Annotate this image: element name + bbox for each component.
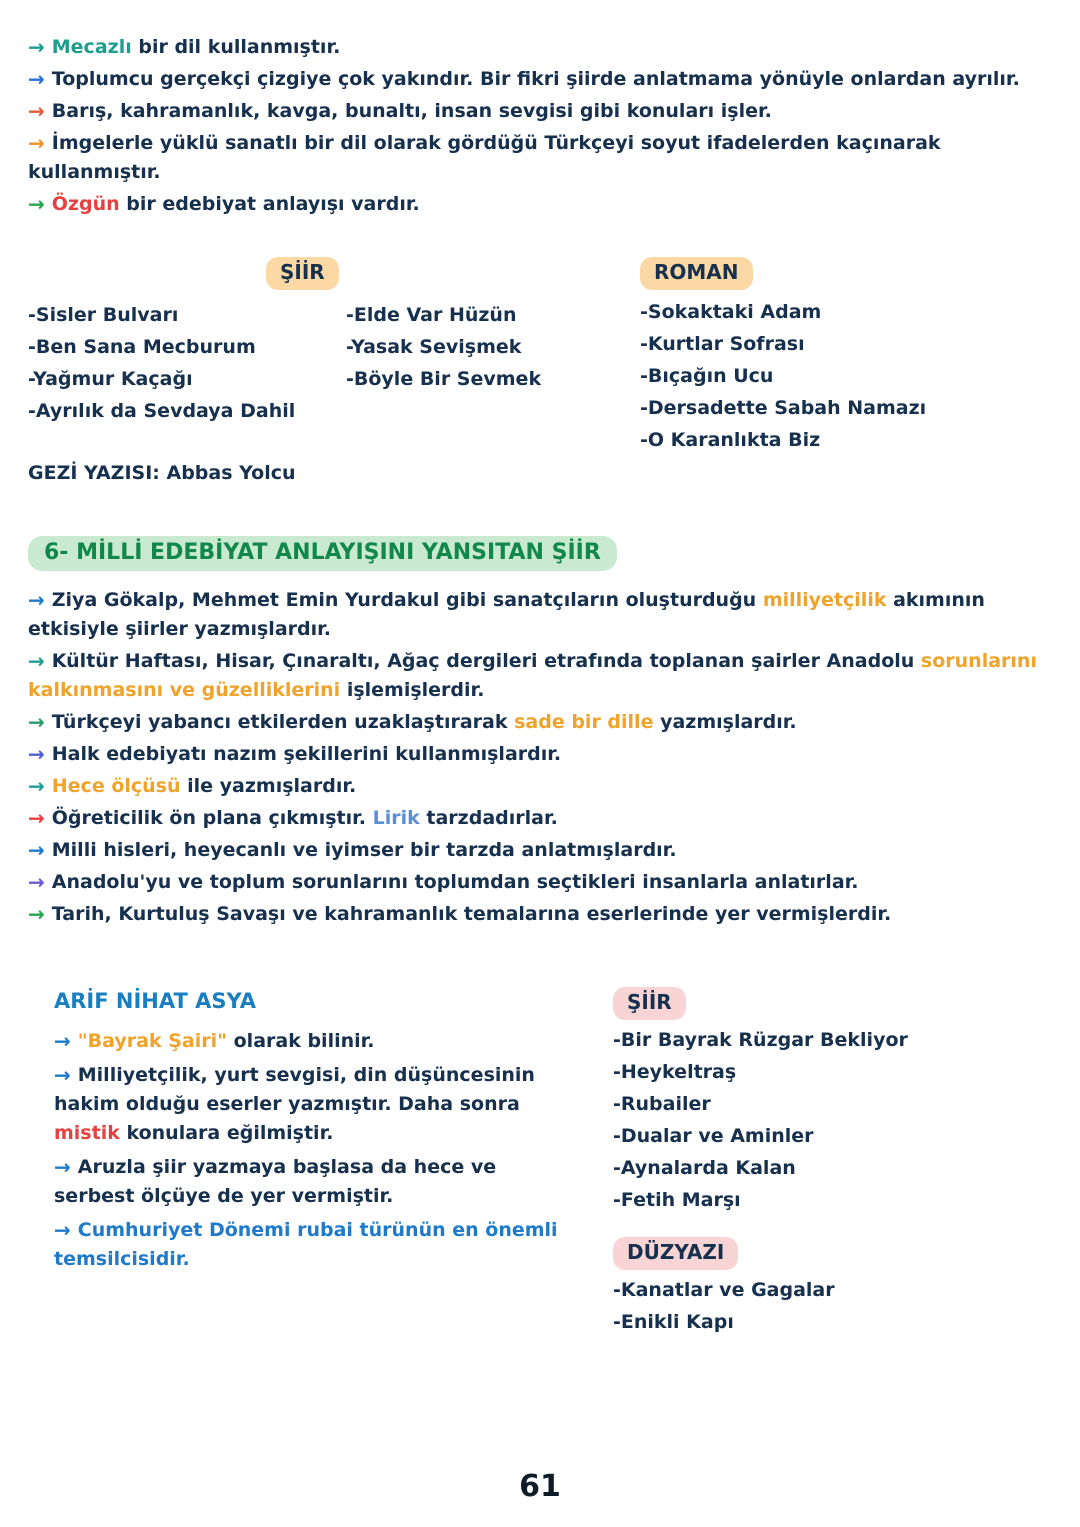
note-text-segment: milliyetçilik: [762, 589, 887, 611]
note-text-segment: sade bir dille: [514, 711, 654, 733]
arrow-bullet-icon: →: [28, 902, 45, 926]
arif-notes-column: [28, 987, 613, 1340]
arif-nihat-asya-heading: ARİF NİHAT ASYA: [54, 989, 256, 1013]
arif-nihat-asya-section: [28, 987, 1048, 1340]
work-list-item: -Dualar ve Aminler: [613, 1125, 814, 1147]
arrow-bullet-icon: →: [28, 870, 45, 894]
section-6-notes: [28, 585, 1048, 929]
note-text-segment: akımının etkisiyle şiirler yazmışlardır.: [28, 589, 992, 640]
note-text-segment: Öğreticilik ön plana çıkmıştır.: [51, 807, 373, 829]
note-bullet: [28, 189, 1048, 219]
note-text-segment: Lirik: [372, 807, 420, 829]
note-text-segment: İmgelerle yüklü sanatlı bir dil olarak gördüğü Türkçeyi soyut ifadelerden kaçınarak kullanmıştır.: [28, 132, 948, 183]
note-text-segment: Ziya Gökalp, Mehmet Emin Yurdakul gibi sanatçıların oluşturduğu: [51, 589, 763, 611]
note-bullet: [28, 739, 1048, 769]
note-text-segment: Anadolu'yu ve toplum sorunlarını toplumdan seçtikleri insanlarla anlatırlar.: [51, 871, 859, 893]
note-bullet: [28, 835, 1048, 865]
work-list-item: -Dersadette Sabah Namazı: [640, 397, 927, 419]
siir-works-label: ŞİİR: [266, 257, 339, 290]
note-text-segment: yazmışlardır.: [653, 711, 797, 733]
note-text-segment: olarak bilinir.: [227, 1030, 375, 1052]
arif-duzyazi-list: [613, 1276, 1048, 1337]
note-text-segment: mistik: [54, 1122, 120, 1144]
note-text-segment: bir edebiyat anlayışı vardır.: [119, 193, 420, 215]
top-notes-section: [28, 32, 1048, 219]
note-bullet: [28, 707, 1048, 737]
note-bullet: [54, 1152, 573, 1211]
work-list-item: -Ayrılık da Sevdaya Dahil: [28, 400, 296, 422]
arrow-bullet-icon: →: [28, 710, 45, 734]
roman-works-block: [640, 257, 1048, 488]
work-list-item: -Enikli Kapı: [613, 1311, 734, 1333]
arrow-bullet-icon: →: [54, 1155, 71, 1179]
note-text-segment: Hece ölçüsü: [51, 775, 181, 797]
work-list-item: -Aynalarda Kalan: [613, 1157, 796, 1179]
arrow-bullet-icon: →: [28, 742, 45, 766]
note-text-segment: "Bayrak Şairi": [77, 1030, 228, 1052]
note-text-segment: sorunlarını kalkınmasını ve güzelliklerini: [28, 650, 1044, 701]
arrow-bullet-icon: →: [28, 67, 45, 91]
note-bullet: [28, 128, 1048, 187]
work-list-item: -O Karanlıkta Biz: [640, 429, 821, 451]
arrow-bullet-icon: →: [28, 131, 45, 155]
note-text-segment: Barış, kahramanlık, kavga, bunaltı, insan sevgisi gibi konuları işler.: [51, 100, 772, 122]
note-bullet: [28, 96, 1048, 126]
note-bullet: [28, 646, 1048, 705]
note-text-segment: Milliyetçilik, yurt sevgisi, din düşüncesinin hakim olduğu eserler yazmıştır. Daha sonra: [54, 1064, 542, 1115]
note-text-segment: Özgün: [51, 193, 120, 215]
arrow-bullet-icon: →: [54, 1063, 71, 1087]
note-bullet: [28, 585, 1048, 644]
works-section: [28, 257, 1048, 488]
note-text-segment: konulara eğilmiştir.: [119, 1122, 334, 1144]
note-bullet: [28, 803, 1048, 833]
work-list-item: -Sokaktaki Adam: [640, 301, 822, 323]
arrow-bullet-icon: →: [28, 99, 45, 123]
note-bullet: [28, 32, 1048, 62]
note-bullet: [28, 899, 1048, 929]
roman-list: [640, 298, 1048, 455]
work-list-item: -Yağmur Kaçağı: [28, 368, 193, 390]
work-list-item: -Elde Var Hüzün: [346, 304, 517, 326]
arrow-bullet-icon: →: [28, 192, 45, 216]
arif-duzyazi-label: DÜZYAZI: [613, 1237, 738, 1270]
arif-works-column: [613, 987, 1048, 1340]
note-text-segment: Cumhuriyet Dönemi rubai türünün en önemli temsilcisidir.: [54, 1219, 565, 1270]
page-number: 61: [519, 1469, 561, 1504]
note-text-segment: Kültür Haftası, Hisar, Çınaraltı, Ağaç dergileri etrafında toplanan şairler Anadolu: [51, 650, 921, 672]
note-text-segment: Milli hisleri, heyecanlı ve iyimser bir tarzda anlatmışlardır.: [51, 839, 677, 861]
work-list-item: -Bıçağın Ucu: [640, 365, 774, 387]
note-bullet: [28, 771, 1048, 801]
siir-list-column-1: [28, 298, 346, 429]
work-list-item: -Yasak Sevişmek: [346, 336, 522, 358]
note-text-segment: Halk edebiyatı nazım şekillerini kullanmışlardır.: [51, 743, 562, 765]
work-list-item: -Bir Bayrak Rüzgar Bekliyor: [613, 1029, 908, 1051]
arrow-bullet-icon: →: [28, 838, 45, 862]
work-list-item: -Heykeltraş: [613, 1061, 737, 1083]
note-bullet: [28, 867, 1048, 897]
note-text-segment: işlemişlerdir.: [340, 679, 485, 701]
arif-siir-label: ŞİİR: [613, 987, 686, 1020]
note-bullet: [28, 64, 1048, 94]
work-list-item: -Böyle Bir Sevmek: [346, 368, 542, 390]
siir-list-column-2: [346, 298, 640, 429]
arrow-bullet-icon: →: [28, 649, 45, 673]
arrow-bullet-icon: →: [54, 1029, 71, 1053]
work-list-item: -Fetih Marşı: [613, 1189, 741, 1211]
work-list-item: -Kurtlar Sofrası: [640, 333, 805, 355]
siir-works-block: [28, 257, 640, 488]
gezi-yazisi-line: GEZİ YAZISI: Abbas Yolcu: [28, 462, 296, 484]
arrow-bullet-icon: →: [28, 774, 45, 798]
section-6-heading: 6- MİLLİ EDEBİYAT ANLAYIŞINI YANSITAN ŞİİR: [28, 536, 617, 571]
arrow-bullet-icon: →: [28, 35, 45, 59]
arrow-bullet-icon: →: [54, 1218, 71, 1242]
work-list-item: -Rubailer: [613, 1093, 711, 1115]
note-bullet: [54, 1026, 573, 1056]
note-text-segment: Türkçeyi yabancı etkilerden uzaklaştırarak: [51, 711, 515, 733]
note-text-segment: Toplumcu gerçekçi çizgiye çok yakındır. Bir fikri şiirde anlatmama yönüyle onlardan ayrılır.: [51, 68, 1020, 90]
arif-siir-list: [613, 1026, 1048, 1215]
work-list-item: -Sisler Bulvarı: [28, 304, 179, 326]
roman-works-label: ROMAN: [640, 257, 753, 290]
note-text-segment: tarzdadırlar.: [419, 807, 558, 829]
note-bullet: [54, 1060, 573, 1148]
work-list-item: -Ben Sana Mecburum: [28, 336, 256, 358]
note-text-segment: ile yazmışlardır.: [180, 775, 357, 797]
work-list-item: -Kanatlar ve Gagalar: [613, 1279, 835, 1301]
arrow-bullet-icon: →: [28, 588, 45, 612]
note-bullet: [54, 1215, 573, 1274]
note-text-segment: Mecazlı: [51, 36, 132, 58]
note-text-segment: Tarih, Kurtuluş Savaşı ve kahramanlık temalarına eserlerinde yer vermişlerdir.: [51, 903, 892, 925]
note-text-segment: Aruzla şiir yazmaya başlasa da hece ve serbest ölçüye de yer vermiştir.: [54, 1156, 503, 1207]
note-text-segment: bir dil kullanmıştır.: [131, 36, 341, 58]
arrow-bullet-icon: →: [28, 806, 45, 830]
